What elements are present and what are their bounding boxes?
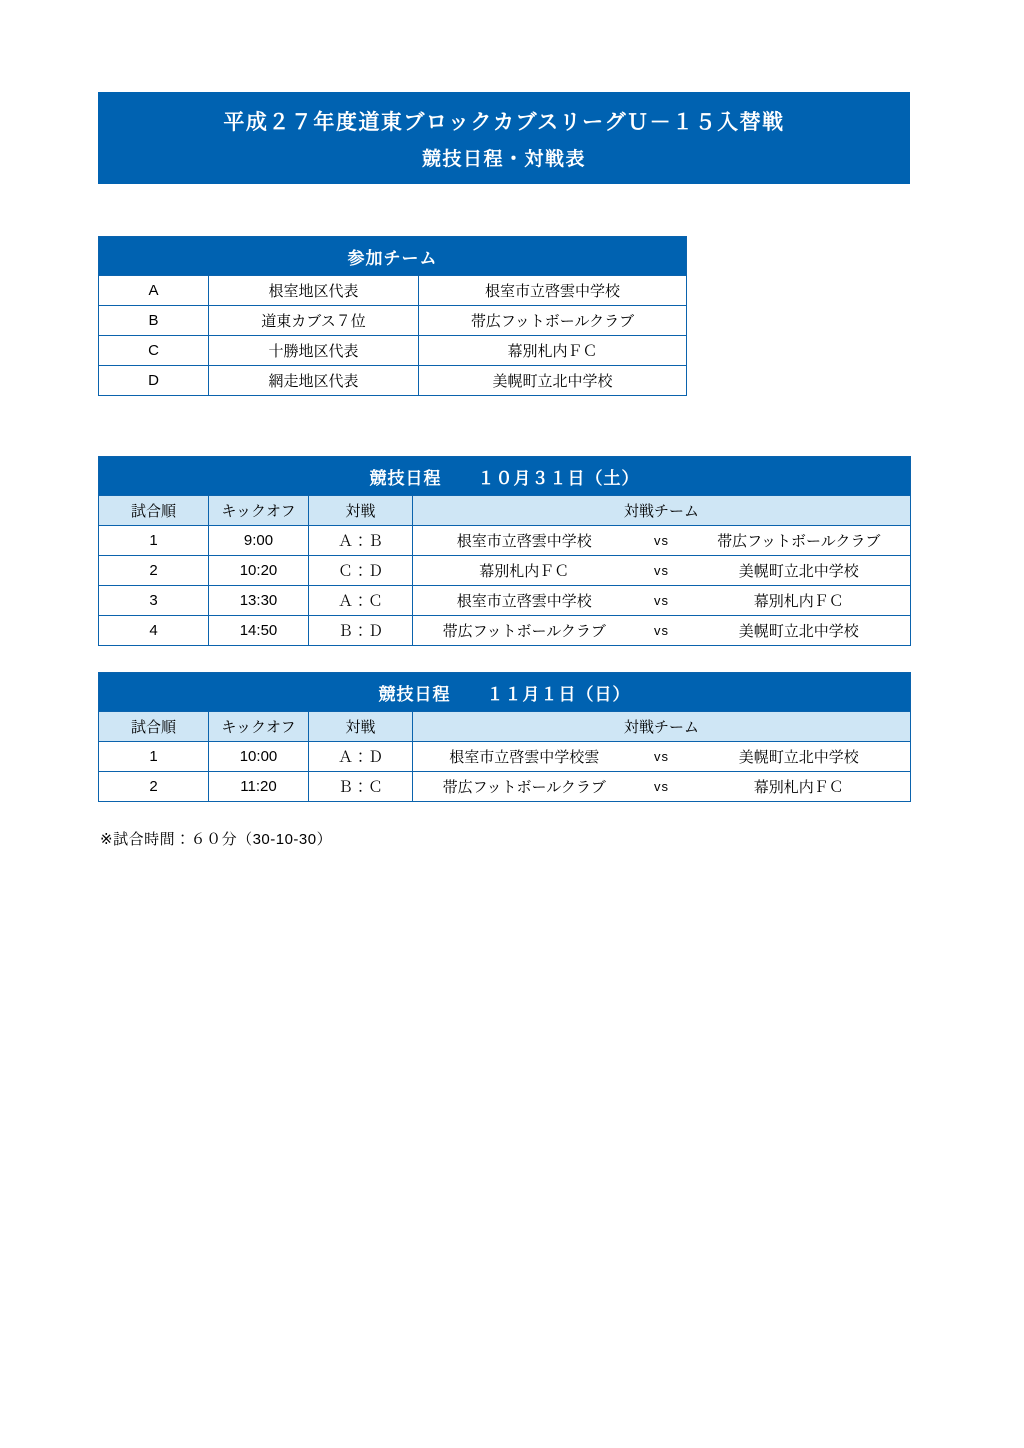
team-qualification: 十勝地区代表: [209, 336, 419, 366]
teams-table-header: 参加チーム: [99, 237, 687, 276]
match-matchup: Ｂ：Ｃ: [309, 772, 413, 802]
match-order: 4: [99, 616, 209, 646]
match-teams: [413, 556, 911, 586]
table-row: [99, 772, 911, 802]
table-row: [99, 306, 687, 336]
table-row: [99, 556, 911, 586]
schedule-day2-header-row: [99, 673, 911, 712]
column-matchup: 対戦: [309, 496, 413, 526]
schedule-day2-column-row: [99, 712, 911, 742]
schedule-day2-header: 競技日程 １１月１日（日）: [99, 673, 911, 712]
schedule-day1-header-row: [99, 457, 911, 496]
home-team: 幕別札内ＦＣ: [479, 563, 570, 580]
team-key: B: [99, 306, 209, 336]
schedule-table-day1: [98, 456, 911, 646]
match-matchup: Ａ：Ｂ: [309, 526, 413, 556]
team-qualification: 道東カブス７位: [209, 306, 419, 336]
team-name: 幕別札内ＦＣ: [419, 336, 687, 366]
match-kickoff: 10:20: [209, 556, 309, 586]
schedule-day1-column-row: [99, 496, 911, 526]
column-order: 試合順: [99, 712, 209, 742]
column-teams: 対戦チーム: [413, 712, 911, 742]
vs-label: vs: [654, 563, 669, 578]
match-matchup: Ａ：Ｄ: [309, 742, 413, 772]
team-key: A: [99, 276, 209, 306]
away-team: 帯広フットボールクラブ: [717, 533, 881, 550]
home-team: 帯広フットボールクラブ: [442, 623, 606, 640]
page-subtitle: 競技日程・対戦表: [421, 148, 586, 170]
match-duration-note: ※試合時間：６０分（30-10-30）: [100, 831, 333, 848]
match-kickoff: 11:20: [209, 772, 309, 802]
vs-label: vs: [654, 623, 669, 638]
column-matchup: 対戦: [309, 712, 413, 742]
match-teams: [413, 586, 911, 616]
match-kickoff: 9:00: [209, 526, 309, 556]
column-kickoff: キックオフ: [209, 712, 309, 742]
table-row: [99, 336, 687, 366]
match-kickoff: 10:00: [209, 742, 309, 772]
team-qualification: 根室地区代表: [209, 276, 419, 306]
away-team: 美幌町立北中学校: [738, 623, 859, 640]
schedule-day1-header: 競技日程 １０月３１日（土）: [99, 457, 911, 496]
home-team: 帯広フットボールクラブ: [442, 779, 606, 796]
team-key: D: [99, 366, 209, 396]
page-title: 平成２７年度道東ブロックカブスリーグＵ－１５入替戦: [223, 110, 785, 134]
match-order: 2: [99, 556, 209, 586]
match-order: 2: [99, 772, 209, 802]
match-teams: [413, 526, 911, 556]
table-row: [99, 366, 687, 396]
match-teams: [413, 616, 911, 646]
match-matchup: Ｃ：Ｄ: [309, 556, 413, 586]
team-name: 帯広フットボールクラブ: [419, 306, 687, 336]
table-row: [99, 276, 687, 306]
column-teams: 対戦チーム: [413, 496, 911, 526]
match-order: 3: [99, 586, 209, 616]
table-row: [99, 526, 911, 556]
home-team: 根室市立啓雲中学校: [456, 593, 592, 610]
match-teams: [413, 742, 911, 772]
table-row: [99, 586, 911, 616]
column-kickoff: キックオフ: [209, 496, 309, 526]
match-kickoff: 13:30: [209, 586, 309, 616]
team-qualification: 網走地区代表: [209, 366, 419, 396]
vs-label: vs: [654, 533, 669, 548]
match-matchup: Ａ：Ｃ: [309, 586, 413, 616]
vs-label: vs: [654, 749, 669, 764]
match-order: 1: [99, 526, 209, 556]
home-team: 根室市立啓雲中学校雲: [449, 749, 600, 766]
team-key: C: [99, 336, 209, 366]
team-name: 根室市立啓雲中学校: [419, 276, 687, 306]
match-teams: [413, 772, 911, 802]
vs-label: vs: [654, 779, 669, 794]
team-name: 美幌町立北中学校: [419, 366, 687, 396]
table-row: [99, 742, 911, 772]
document-title-banner: [98, 92, 910, 184]
match-order: 1: [99, 742, 209, 772]
away-team: 美幌町立北中学校: [738, 749, 859, 766]
away-team: 美幌町立北中学校: [738, 563, 859, 580]
match-matchup: Ｂ：Ｄ: [309, 616, 413, 646]
schedule-table-day2: [98, 672, 911, 802]
away-team: 幕別札内ＦＣ: [753, 779, 844, 796]
home-team: 根室市立啓雲中学校: [456, 533, 592, 550]
teams-table-header-row: [99, 237, 687, 276]
away-team: 幕別札内ＦＣ: [753, 593, 844, 610]
table-row: [99, 616, 911, 646]
participating-teams-table: [98, 236, 687, 396]
vs-label: vs: [654, 593, 669, 608]
column-order: 試合順: [99, 496, 209, 526]
match-kickoff: 14:50: [209, 616, 309, 646]
